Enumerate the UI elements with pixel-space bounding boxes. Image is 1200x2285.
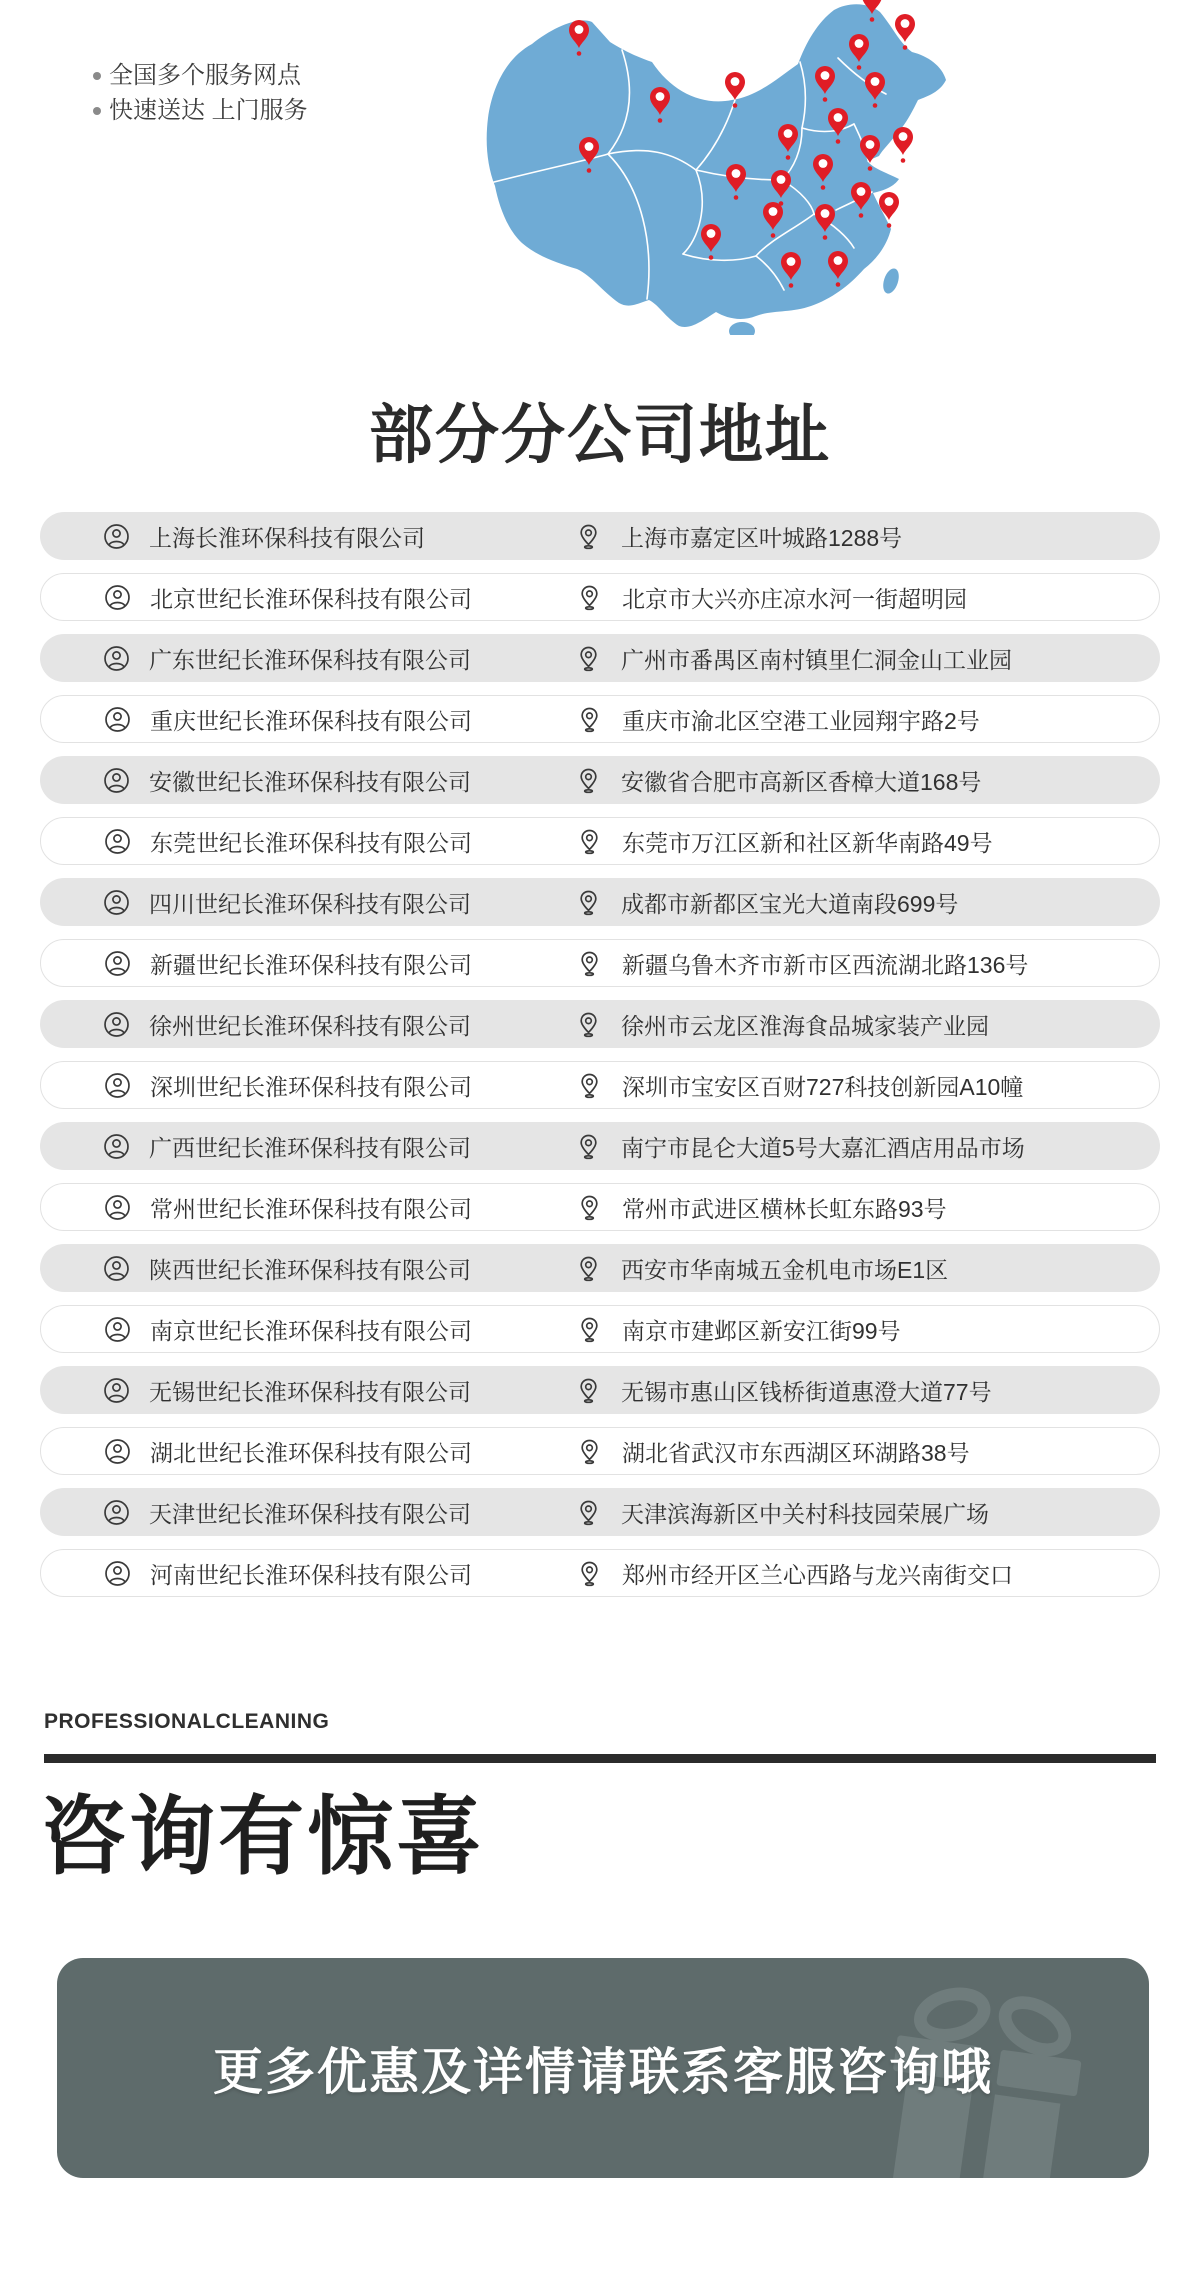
person-icon [104, 1194, 131, 1221]
person-icon [103, 1133, 130, 1160]
branch-address-cell [575, 886, 1160, 919]
location-pin-icon [576, 950, 603, 977]
branch-row [40, 756, 1160, 804]
location-pin-icon [576, 1072, 603, 1099]
service-bullet-item [93, 93, 308, 128]
person-icon [104, 950, 131, 977]
page-title: 部分分公司地址 [369, 399, 831, 471]
branch-company-cell [103, 886, 575, 919]
branch-address: 重庆市渝北区空港工业园翔宇路2号 [622, 707, 980, 734]
location-pin-icon [576, 584, 603, 611]
branch-company-cell [103, 1252, 575, 1285]
person-icon [103, 889, 130, 916]
location-pin-icon [576, 828, 603, 855]
bullet-dot-icon [93, 107, 101, 115]
branch-address-cell [575, 1008, 1160, 1041]
contact-service-button-label: 更多优惠及详情请联系客服咨询哦 [213, 2044, 993, 2100]
branch-company-cell [103, 1008, 575, 1041]
branch-address: 南京市建邺区新安江街99号 [622, 1317, 901, 1344]
contact-service-button[interactable] [57, 1958, 1149, 2178]
person-icon [104, 828, 131, 855]
branch-address-cell [576, 1313, 1159, 1346]
branch-address: 上海市嘉定区叶城路1288号 [621, 524, 903, 551]
branch-address: 成都市新都区宝光大道南段699号 [621, 890, 959, 917]
promo-eyebrow: PROFESSIONALCLEANING [44, 1710, 330, 1733]
branch-address-cell [576, 581, 1159, 614]
branch-row [40, 939, 1160, 987]
branch-row [40, 512, 1160, 560]
branch-row [40, 1305, 1160, 1353]
person-icon [103, 523, 130, 550]
branch-row [40, 634, 1160, 682]
branch-company-cell [104, 703, 576, 736]
location-pin-icon [576, 1560, 603, 1587]
branch-address-cell [575, 1252, 1160, 1285]
location-pin-icon [575, 523, 602, 550]
location-pin-icon [575, 767, 602, 794]
branch-company-cell [103, 642, 575, 675]
branch-address-cell [575, 1496, 1160, 1529]
branch-address-cell [576, 947, 1159, 980]
branch-address-cell [576, 1435, 1159, 1468]
location-pin-icon [575, 645, 602, 672]
branch-company-cell [104, 581, 576, 614]
branch-company-cell [103, 1374, 575, 1407]
branch-company-cell [103, 1130, 575, 1163]
branch-address: 西安市华南城五金机电市场E1区 [621, 1256, 949, 1283]
branch-company-name: 河南世纪长淮环保科技有限公司 [150, 1561, 472, 1588]
branch-company-name: 上海长淮环保科技有限公司 [149, 524, 425, 551]
branch-company-name: 广东世纪长淮环保科技有限公司 [149, 646, 471, 673]
branch-address-cell [576, 1191, 1159, 1224]
location-pin-icon [575, 1499, 602, 1526]
branch-row [40, 1366, 1160, 1414]
person-icon [103, 1499, 130, 1526]
location-pin-icon [575, 1255, 602, 1282]
branch-address-cell [576, 703, 1159, 736]
bullet-dot-icon [93, 72, 101, 80]
branch-address-cell [575, 764, 1160, 797]
branch-address: 湖北省武汉市东西湖区环湖路38号 [622, 1439, 970, 1466]
branch-address-cell [575, 1130, 1160, 1163]
branch-row [40, 1488, 1160, 1536]
branch-company-name: 重庆世纪长淮环保科技有限公司 [150, 707, 472, 734]
person-icon [103, 1377, 130, 1404]
branch-company-name: 东莞世纪长淮环保科技有限公司 [150, 829, 472, 856]
person-icon [103, 645, 130, 672]
branch-row [40, 878, 1160, 926]
service-bullet-text: 全国多个服务网点 [109, 62, 301, 89]
hainan-island-shape [729, 322, 755, 335]
china-map [450, 0, 970, 335]
branch-address: 新疆乌鲁木齐市新市区西流湖北路136号 [622, 951, 1029, 978]
person-icon [104, 1072, 131, 1099]
branch-company-cell [104, 1557, 576, 1590]
location-pin-icon [576, 706, 603, 733]
branch-company-cell [104, 825, 576, 858]
promo-heading: 咨询有惊喜 [40, 1789, 485, 1885]
branch-company-cell [104, 1313, 576, 1346]
branch-company-cell [104, 1435, 576, 1468]
hero-section [0, 0, 1200, 340]
branch-row [40, 573, 1160, 621]
branch-company-name: 天津世纪长淮环保科技有限公司 [149, 1500, 471, 1527]
branch-company-name: 深圳世纪长淮环保科技有限公司 [150, 1073, 472, 1100]
branch-row [40, 1000, 1160, 1048]
branch-address-cell [575, 520, 1160, 553]
branch-address: 北京市大兴亦庄凉水河一街超明园 [622, 585, 967, 612]
map-pin-icon [893, 127, 913, 163]
branch-row [40, 1549, 1160, 1597]
branch-list [40, 512, 1160, 1610]
branch-company-name: 陕西世纪长淮环保科技有限公司 [149, 1256, 471, 1283]
branch-company-cell [104, 947, 576, 980]
branch-address: 深圳市宝安区百财727科技创新园A10幢 [622, 1073, 1024, 1100]
branch-company-cell [104, 1191, 576, 1224]
branch-row [40, 817, 1160, 865]
branch-company-name: 徐州世纪长淮环保科技有限公司 [149, 1012, 471, 1039]
service-bullets [93, 58, 308, 128]
china-mainland-shape [487, 4, 946, 327]
divider-rule [44, 1754, 1156, 1763]
person-icon [104, 584, 131, 611]
location-pin-icon [575, 1377, 602, 1404]
person-icon [104, 1560, 131, 1587]
branch-address: 徐州市云龙区淮海食品城家装产业园 [621, 1012, 989, 1039]
branch-address: 安徽省合肥市高新区香樟大道168号 [621, 768, 982, 795]
branch-address: 东莞市万江区新和社区新华南路49号 [622, 829, 993, 856]
location-pin-icon [576, 1316, 603, 1343]
location-pin-icon [576, 1194, 603, 1221]
branch-address-cell [576, 825, 1159, 858]
person-icon [104, 1316, 131, 1343]
branch-address-cell [576, 1557, 1159, 1590]
branch-address-cell [576, 1069, 1159, 1102]
person-icon [104, 1438, 131, 1465]
branch-company-name: 四川世纪长淮环保科技有限公司 [149, 890, 471, 917]
branch-company-name: 北京世纪长淮环保科技有限公司 [150, 585, 472, 612]
branch-address: 天津滨海新区中关村科技园荣展广场 [621, 1500, 989, 1527]
taiwan-island-shape [880, 266, 901, 295]
branch-address-cell [575, 1374, 1160, 1407]
location-pin-icon [575, 889, 602, 916]
person-icon [104, 706, 131, 733]
branch-company-cell [104, 1069, 576, 1102]
branch-address: 常州市武进区横林长虹东路93号 [622, 1195, 947, 1222]
branch-row [40, 1427, 1160, 1475]
branch-row [40, 1061, 1160, 1109]
branch-company-name: 湖北世纪长淮环保科技有限公司 [150, 1439, 472, 1466]
location-pin-icon [575, 1133, 602, 1160]
branch-row [40, 1244, 1160, 1292]
branch-company-name: 新疆世纪长淮环保科技有限公司 [150, 951, 472, 978]
branch-address: 郑州市经开区兰心西路与龙兴南街交口 [622, 1561, 1013, 1588]
branch-row [40, 1183, 1160, 1231]
branch-company-name: 南京世纪长淮环保科技有限公司 [150, 1317, 472, 1344]
branch-row [40, 695, 1160, 743]
branch-company-name: 广西世纪长淮环保科技有限公司 [149, 1134, 471, 1161]
branch-row [40, 1122, 1160, 1170]
location-pin-icon [575, 1011, 602, 1038]
branch-company-cell [103, 520, 575, 553]
service-bullet-text: 快速送达 上门服务 [109, 97, 308, 124]
branch-address: 无锡市惠山区钱桥街道惠澄大道77号 [621, 1378, 992, 1405]
branch-address: 广州市番禺区南村镇里仁洞金山工业园 [621, 646, 1012, 673]
branch-address: 南宁市昆仑大道5号大嘉汇酒店用品市场 [621, 1134, 1025, 1161]
branch-address-cell [575, 642, 1160, 675]
person-icon [103, 767, 130, 794]
person-icon [103, 1255, 130, 1282]
branch-company-cell [103, 1496, 575, 1529]
person-icon [103, 1011, 130, 1038]
branch-company-cell [103, 764, 575, 797]
location-pin-icon [576, 1438, 603, 1465]
branch-company-name: 无锡世纪长淮环保科技有限公司 [149, 1378, 471, 1405]
branch-company-name: 安徽世纪长淮环保科技有限公司 [149, 768, 471, 795]
branch-company-name: 常州世纪长淮环保科技有限公司 [150, 1195, 472, 1222]
service-bullet-item [93, 58, 308, 93]
